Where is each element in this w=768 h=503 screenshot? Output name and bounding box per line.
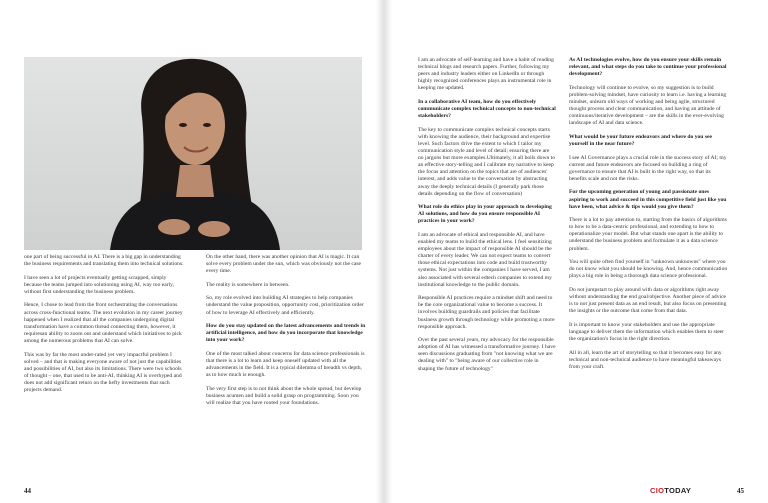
portrait-photo xyxy=(24,57,362,250)
paragraph: Hence, I chose to lead from the front orchestrating the conversations across cross-functional teams. The next evolution in my career journey happened when I realized that all the companies undergoing digital transformation have a common thread connecting them, however, it requiresan ability to zoom out and understand which initiatives to pick among the numerous problems that AI can solve. xyxy=(24,302,183,344)
paragraph: On the other hand, there was another opinion that AI is magic. It can solve every problem under the sun, which was obviously not the case every time. xyxy=(206,254,362,275)
right-column-2 xyxy=(569,57,729,377)
paragraph: The key to communicate complex technical concepts starts with knowing the audience, their background and expertise level. Such factors drive the extent to which I tailor my communication style and level of detail; ensuring there are no jargons but more examples.Ultimately, it all boils down to an effective story-telling and I calibrate my narrative to keep the focus and attention on the topics that are of audiences' interest, and adds value to the conversation by abstracting away the deeply technical details (I generally park those details depending on the flow of conversation) xyxy=(418,126,556,197)
left-column-1 xyxy=(24,254,184,401)
interview-question: What would be your future endeavors and where do you see yourself in the near future? xyxy=(569,133,712,147)
logo-part-today: TODAY xyxy=(664,486,692,495)
paragraph: One of the most talked about concerns for data science professionals is that there is a lot to learn and keep oneself updated with all the advancements in the field. It is a typical dilemma of breadth vs depth, as to how much is enough. xyxy=(206,350,365,379)
paragraph: Over the past several years, my advocacy for the responsible adoption of AI has witnessed a transformative journey. I have seen discussions graduating from "not knowing what we are dealing with" to "being aware of our collective role in shaping the future of technology" xyxy=(418,337,556,372)
paragraph: This was by far the most under-rated yet very impactful problem I solved – and that is making everyone aware of not just the capabilities and possibilities of AI, but also its limitations. There were two schools of thought – one, that used to be anti-AI, thinking AI is overhyped and does not add significant return on the hefty investments that such projects demand. xyxy=(24,351,182,393)
portrait-illustration xyxy=(24,57,362,250)
interview-question: In a collaborative AI team, how do you effectively communicate complex technical concepts to non-technical stakeholders? xyxy=(418,98,556,120)
paragraph: I have seen a lot of projects eventually getting scrapped, simply because the teams jumped into solutioning using AI, way too early, without first understanding the business problem. xyxy=(24,274,175,295)
spine-shadow xyxy=(376,0,392,503)
paragraph: Do not jumpstart to play around with data or algorithms right away without understanding the end goal/objective. Another piece of advice is to not just present data as an end result, but also focus on presenting the insights or the outcome that come from that data. xyxy=(569,286,727,315)
paragraph: It is important to know your stakeholders and use the appropriate language to deliver them the information which enables them to steer the organization's focus in the right direction. xyxy=(569,321,725,342)
paragraph: There is a lot to pay attention to, starting from the basics of algorithms to how to be a data-centric professional, and extending to how to operationalize your model. But what stands one apart is the ability to understand the business problem and formulate it as a data science problem. xyxy=(569,217,727,252)
interview-question: For the upcoming generation of young and passionate ones aspiring to work and succeed in this competitive field just like you have been, what advice & tips would you give them? xyxy=(569,189,727,210)
paragraph: I see AI Governance plays a crucial role in the success story of AI; my current and future endeavors are focused on building a ring of governance to ensure that AI is built in the right way, so that its benefits scale and not the risks. xyxy=(569,154,727,182)
left-column-2 xyxy=(206,254,366,414)
right-column-1 xyxy=(418,57,556,379)
paragraph: The very first step is to not think about the whole spread, but develop business acumen and build a solid grasp on programming. Soon you will realize that you have rooted your foundations. xyxy=(206,385,362,406)
logo-part-cio: CIO xyxy=(650,486,665,495)
paragraph: Technology will continue to evolve, so my suggestion is to build problem-solving mindset, have curiosity to learn i.e. having a learning mindset, unlearn old ways of working and being agile, structured thought process and clear communication, and having an attitude of continuous/iterative development – are the skills in the ever-evolving landscape of AI and data science. xyxy=(569,84,727,127)
paragraph: You will quite often find yourself in "unknown unknowns" where you do not know what you should be knowing. And, hence communication plays a big role in being a thorough data science professional. xyxy=(569,259,728,280)
paragraph: I am an advocate of ethical and responsible AI, and have enabled my teams to build the ethical lens. I feel sensitizing employees about the impact of responsible AI should be the charter of every leader. We can not expect teams to convert those ethical expectations into code and build trustworthy systems. Not just within the companies I have served, I am also associated with several edtech companies to extend my institutional knowledge to the public domain. xyxy=(418,231,552,288)
page-number-right: 45 xyxy=(737,487,744,495)
interview-question: How do you stay updated on the latest advancements and trends in artificial intelligence, and how do you incorporate that knowledge into your work? xyxy=(206,323,366,344)
paragraph: one part of being successful in AI. There is a big gap in understanding the business requirements and translating them into technical solutions. xyxy=(24,254,184,268)
paragraph: The reality is somewhere in between. xyxy=(206,281,290,288)
paragraph: All in all, learn the art of storytelling so that it becomes easy for any technical and non-technical audience to have meaningful takeaways from your craft. xyxy=(569,349,722,370)
page-number-left: 44 xyxy=(24,487,31,495)
interview-question: What role do ethics play in your approach to developing AI solutions, and how do you ensure responsible AI practices in your work? xyxy=(418,204,552,225)
interview-question: As AI technologies evolve, how do you ensure your skills remain relevant, and what steps do you take to continue your professional development? xyxy=(569,57,727,78)
paragraph: Responsible AI practices require a mindset shift and need to be the core organizational value to become a success. It involves building guardrails and policies that facilitate business growth through technology while promoting a more responsible approach. xyxy=(418,295,555,330)
magazine-logo xyxy=(650,486,691,495)
paragraph: So, my role evolved into building AI strategies to help companies understand the value proposition, opportunity cost, prioritization order of how to leverage AI effectively and efficiently. xyxy=(206,295,364,316)
paragraph: I am an advocate of self-learning and have a habit of reading technical blogs and research papers. Further, following my peers and industry leaders either on LinkedIn or through highly recognized conferences plays an instrumental role in keeping me updated. xyxy=(418,57,554,92)
